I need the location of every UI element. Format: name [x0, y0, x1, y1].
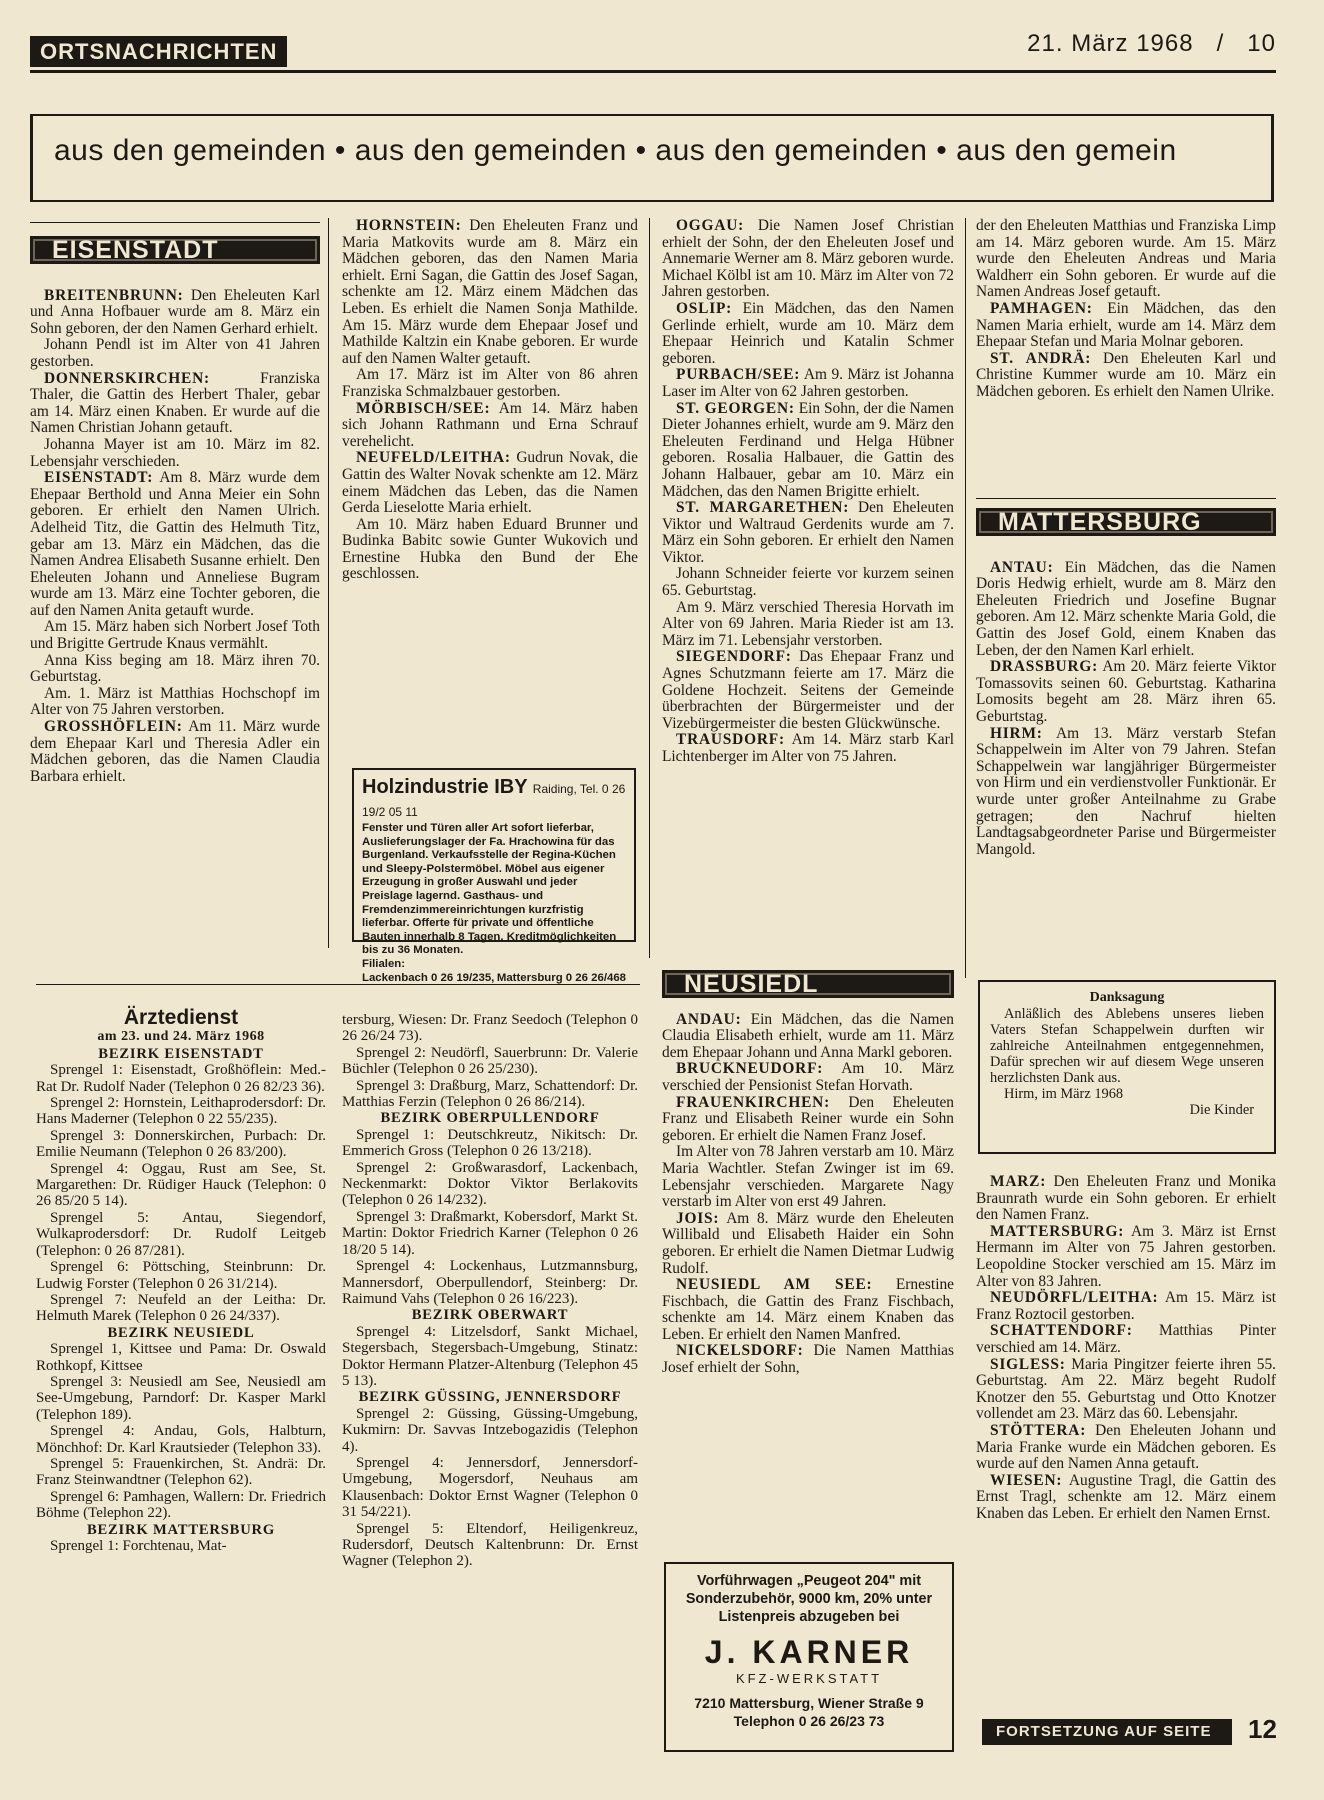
news-item [976, 726, 1276, 859]
doctor-entry: Sprengel 2: Hornstein, Leithaprodersdorf: Dr. Hans Maderner (Telephon 0 22 55/235). [36, 1095, 326, 1128]
news-item [662, 367, 954, 400]
news-item [976, 1473, 1276, 1523]
news-item [662, 1277, 954, 1343]
column-rule [30, 222, 320, 223]
doctor-entry: Sprengel 2: Güssing, Güssing-Umgebung, Kukmirn: Dr. Savvas Intzebogazidis (Telephon 4). [342, 1405, 638, 1455]
place-name: FRAUENKIRCHEN: [676, 1093, 830, 1111]
news-item [30, 437, 320, 470]
place-name: JOIS: [676, 1209, 720, 1227]
place-name: SCHATTENDORF: [990, 1322, 1133, 1340]
news-text: Das Ehepaar Franz und Agnes Schutzmann feierte am 17. März die Goldene Hochzeit. Seitens der Gemeinde überbrachten der Bürgermeister und der Vizebürgermeister die besten Glückwünsche. [662, 648, 954, 732]
district-heading: BEZIRK GÜSSING, JENNERSDORF [358, 1389, 622, 1406]
news-item [662, 218, 954, 301]
news-item [342, 401, 638, 451]
place-name: SIEGENDORF: [676, 648, 792, 666]
place-name: MÖRBISCH/SEE: [356, 399, 491, 417]
ad-karner [664, 1562, 954, 1752]
news-text: Gudrun Novak, die Gattin des Walter Novak schenkte am 12. März einem Mädchen das Leben, das die Namen Gerda Lieselotte Maria erhielt. [342, 449, 638, 517]
doctor-entry: Sprengel 4: Lockenhaus, Lutzmannsburg, Mannersdorf, Oberpullendorf, Steinberg: Dr. Raimund Vahs (Telephon 0 26 16/223). [342, 1258, 638, 1307]
danksagung-place: Hirm, im März 1968 [1004, 1086, 1124, 1102]
news-text: Am 8. März wurde den Eheleuten Willibald und Elisabeth Haider ein Sohn geboren. Er erhielt die Namen Dietmar Ludwig Rudolf. [662, 1209, 954, 1277]
column-two [342, 218, 638, 583]
doctor-entry: Sprengel 6: Pöttsching, Steinbrunn: Dr. Ludwig Forster (Telephon 0 26 31/214). [36, 1259, 326, 1292]
news-item [976, 1357, 1276, 1423]
ad-line-2: Sonderzubehör, 9000 km, 20% unter [685, 1591, 933, 1607]
doctor-entry: Sprengel 1: Forchtenau, Mat- [50, 1538, 227, 1554]
news-text: Ein Mädchen, das die Namen Claudia Elisabeth erhielt, wurde am 11. März dem Ehepaar Johann und Anna Markl geboren. [662, 1010, 954, 1061]
news-text: Franziska Thaler, die Gattin des Herbert Thaler, gebar am 14. März einen Knaben. Er wurde auf die Namen Christian Johann getauft. [30, 369, 320, 437]
news-item [662, 732, 954, 765]
doctor-entry: Sprengel 4: Andau, Gols, Halbturn, Mönchhof: Dr. Karl Krautsieder (Telephon 33). [36, 1423, 326, 1456]
news-text: Am 9. März ist Johanna Laser im Alter von 62 Jahren gestorben. [662, 366, 954, 400]
column-four [976, 218, 1276, 401]
doctor-entry: Sprengel 2: Neudörfl, Sauerbrunn: Dr. Valerie Büchler (Telephon 0 26 25/230). [342, 1044, 638, 1078]
ad-title [362, 776, 626, 822]
continuation-page: 12 [1248, 1714, 1277, 1744]
news-text: Den Eheleuten Viktor und Waltraud Gerdenits wurde am 7. März ein Sohn geboren. Er erhielt den Namen Viktor. [662, 499, 954, 566]
danksagung-box [978, 980, 1276, 1154]
news-item [976, 1423, 1276, 1473]
news-item [30, 288, 320, 338]
danksagung-title: Danksagung [1089, 990, 1165, 1005]
news-text: Am 11. März wurde dem Ehepaar Karl und Theresia Adler ein Mädchen geboren, das die Namen Claudia Barbara erhielt. [30, 718, 320, 785]
news-item [976, 560, 1276, 660]
place-name: DRASSBURG: [990, 658, 1099, 676]
place-name: ANTAU: [990, 558, 1054, 576]
news-item [30, 619, 320, 652]
news-item [976, 1323, 1276, 1356]
place-name: OGGAU: [676, 217, 745, 234]
news-item [662, 566, 954, 599]
news-text: Ein Sohn, der die Namen Dieter Johannes erhielt, wurde am 9. März den Eheleuten Ferdinand und Helga Hübner geboren. Rosalia Halbauer, die Gattin des Johann Halbauer, gebar am 10. März ein Mädchen, das den Namen Brigitte erhielt. [662, 399, 954, 500]
news-text: Augustine Tragl, die Gattin des Ernst Tragl, schenkte am 12. März einem Knaben das Leben. Er erhielt den Namen Ernst. [976, 1471, 1276, 1522]
news-item [662, 1144, 954, 1210]
news-text: Am 17. März ist im Alter von 86 ahren Franziska Schmalzbauer gestorben. [342, 366, 638, 400]
news-item [976, 218, 1276, 301]
news-text: Am 14. März haben sich Johann Rathmann und Erna Schrauf verehelicht. [342, 399, 638, 450]
doctor-entry: Sprengel 2: Großwarasdorf, Lackenbach, Neckenmarkt: Doktor Viktor Berlakovits (Telephon 0 26 14/232). [342, 1159, 638, 1209]
column-divider [649, 218, 650, 958]
place-name: NEUSIEDL AM SEE: [676, 1276, 873, 1294]
news-item [342, 450, 638, 516]
column-three [662, 218, 954, 766]
ad-address: 7210 Mattersburg, Wiener Straße 9 [694, 1695, 924, 1711]
news-text: Den Eheleuten Johann und Maria Franke wurde ein Mädchen geboren. Es wurde auf den Namen Anna getauft. [976, 1421, 1276, 1473]
doctor-entry: Sprengel 3: Draßmarkt, Kobersdorf, Markt St. Martin: Doktor Friedrich Karner (Telephon 0 26 18/20 5 14). [342, 1208, 638, 1258]
district-heading: BEZIRK OBERWART [411, 1307, 569, 1324]
region-heading-mattersburg: MATTERSBURG [976, 508, 1276, 536]
issue-date [1027, 30, 1276, 58]
place-name: HORNSTEIN: [356, 217, 462, 234]
news-text: Am 15. März ist Franz Roztocil gestorben. [976, 1289, 1276, 1323]
doctor-entry: Sprengel 4: Litzelsdorf, Sankt Michael, Stegersbach, Stegersbach-Umgebung, Stinatz: Doktor Hermann Platzer-Altenburg (Telephon 45 5 13). [342, 1323, 638, 1389]
column-body [662, 1012, 954, 1377]
doctor-entry: Sprengel 4: Jennersdorf, Jennersdorf-Umgebung, Mogersdorf, Neuhaus am Klausenbach: Doktor Ernst Wagner (Telephon 0 31 54/221). [342, 1454, 638, 1521]
news-text: Johanna Mayer ist am 10. März im 82. Lebensjahr verschieden. [30, 435, 320, 470]
column-body [976, 1174, 1276, 1522]
news-text: Am 20. März feierte Viktor Tomassovits seinen 60. Geburtstag. Katharina Lomosits begeht am 28. März ihren 65. Geburtstag. [976, 658, 1276, 725]
aerztedienst-list [36, 1046, 326, 1555]
aerztedienst-title: Ärztedienst [123, 1006, 239, 1029]
aerztedienst-date: am 23. und 24. März 1968 [97, 1029, 265, 1045]
section-rule [36, 984, 640, 985]
news-text: Im Alter von 78 Jahren verstarb am 10. März Maria Wachtler. Stefan Zwinger ist im 69. Lebensjahr verschieden. Margarete Nagy verstarb im Alter von erst 49 Jahren. [662, 1143, 954, 1211]
column-body [662, 218, 954, 766]
place-name: TRAUSDORF: [676, 731, 785, 749]
doctor-entry: Sprengel 7: Neufeld an der Leitha: Dr. Helmuth Marek (Telephon 0 26 24/337). [36, 1291, 326, 1325]
doctor-entry: Sprengel 5: Antau, Siegendorf, Wulkaprodersdorf: Dr. Rudolf Leitgeb (Telephon: 0 26 87/281). [36, 1209, 326, 1259]
news-text: Die Namen Matthias Josef erhielt der Sohn, [662, 1342, 954, 1377]
doctor-entry: Sprengel 4: Oggau, Rust am See, St. Margarethen: Dr. Rüdiger Hauck (Telephon: 0 26 85/20 5 14). [36, 1160, 326, 1210]
news-text: Am 9. März verschied Theresia Horvath im Alter von 69 Jahren. Maria Rieder ist am 13. März im 71. Lebensjahr verstorben. [662, 598, 954, 649]
ad-branch-lackenbach: Lackenbach 0 26 19/235, [362, 971, 495, 984]
doctor-entry: Sprengel 3: Donnerskirchen, Purbach: Dr. Emilie Neumann (Telephon 0 26 83/200). [36, 1127, 326, 1161]
news-text: Den Eheleuten Franz und Elisabeth Reiner wurde ein Sohn geboren. Er erhielt die Namen Franz Josef. [662, 1093, 954, 1144]
news-item [662, 649, 954, 732]
news-item [342, 517, 638, 583]
news-text: Am 15. März haben sich Norbert Josef Toth und Brigitte Gertrude Knaus vermählt. [30, 618, 320, 653]
news-item [662, 1211, 954, 1277]
place-name: EISENSTADT: [44, 469, 154, 487]
news-text: Matthias Pinter verschied am 14. März. [976, 1322, 1276, 1356]
news-item [662, 1095, 954, 1145]
date-separator: / [1216, 30, 1225, 57]
doctor-entry: Sprengel 3: Draßburg, Marz, Schattendorf: Dr. Matthias Ferzin (Telephon 0 26 86/214). [342, 1077, 638, 1111]
place-name: BREITENBRUNN: [44, 286, 184, 304]
district-heading: BEZIRK OBERPULLENDORF [380, 1110, 600, 1127]
place-name: NEUDÖRFL/LEITHA: [990, 1289, 1159, 1307]
column-neusiedl [662, 970, 954, 1377]
news-item [30, 470, 320, 619]
banner-text: aus den gemeinden • aus den gemeinden • aus den gemeinden • aus den gemein [54, 134, 1177, 167]
news-text: Den Eheleuten Karl und Christine Kummer wurde am 10. März ein Mädchen geboren. Es erhielt den Namen Ulrike. [976, 349, 1276, 400]
news-text: Ein Mädchen, das den Namen Maria erhielt, wurde am 14. März dem Ehepaar Stefan und Maria Molnar geboren. [976, 299, 1276, 351]
news-item [342, 218, 638, 367]
ad-line-3: Listenpreis abzugeben bei [718, 1609, 900, 1625]
header-rule [30, 70, 1276, 73]
aerztedienst-list [342, 1012, 638, 1570]
place-name: PURBACH/SEE: [676, 366, 801, 384]
news-text: Anna Kiss beging am 18. März ihren 70. Geburtstag. [30, 651, 320, 686]
place-name: GROSSHÖFLEIN: [44, 718, 183, 736]
place-name: MARZ: [990, 1173, 1047, 1190]
ad-address: Raiding, Tel. 0 26 19/2 05 11 [362, 782, 626, 819]
ad-holzindustrie-iby [352, 768, 636, 984]
news-item [662, 301, 954, 367]
doctor-entry: Sprengel 1: Deutschkreutz, Nikitsch: Dr. Emmerich Gross (Telephon 0 26 13/218). [342, 1126, 638, 1160]
place-name: WIESEN: [990, 1471, 1063, 1489]
news-text: Am 14. März starb Karl Lichtenberger im Alter von 75 Jahren. [662, 731, 954, 765]
place-name: DONNERSKIRCHEN: [44, 369, 210, 387]
news-text: Maria Pingitzer feierte ihren 55. Geburtstag. Am 22. März begeht Rudolf Knotzer den 55. Geburtstag und Otto Knotzer vollendet am 23. März das 60. Lebensjahr. [976, 1355, 1276, 1423]
news-text: Den Eheleuten Karl und Anna Hofbauer wurde am 8. März ein Sohn geboren, der den Namen Gerhard erhielt. [30, 286, 320, 337]
news-text: Am 10. März verschied der Pensionist Stefan Horvath. [662, 1060, 954, 1094]
section-label: ORTSNACHRICHTEN [30, 36, 287, 67]
doctor-entry: Sprengel 6: Pamhagen, Wallern: Dr. Friedrich Böhme (Telephon 22). [36, 1488, 326, 1522]
news-item [662, 500, 954, 566]
place-name: ST. GEORGEN: [676, 399, 795, 417]
danksagung-content [990, 990, 1264, 1118]
column-four-continued [976, 1174, 1276, 1522]
danksagung-signature: Die Kinder [1189, 1102, 1254, 1118]
place-name: SIGLESS: [990, 1355, 1066, 1373]
place-name: NEUFELD/LEITHA: [356, 449, 511, 467]
column-body [30, 288, 320, 786]
news-item [976, 659, 1276, 725]
column-body [976, 218, 1276, 401]
column-eisenstadt [30, 236, 320, 785]
news-item [976, 351, 1276, 401]
date-text: 21. März 1968 [1027, 30, 1194, 57]
news-text: Johann Pendl ist im Alter von 41 Jahren gestorben. [30, 336, 320, 370]
place-name: NICKELSDORF: [676, 1342, 804, 1360]
news-item [662, 1012, 954, 1062]
news-item [662, 1061, 954, 1094]
place-name: ST. ANDRÄ: [990, 349, 1092, 367]
aerztedienst-left [36, 1004, 326, 1554]
doctor-entry: Sprengel 1, Kittsee und Pama: Dr. Oswald Rothkopf, Kittsee [36, 1341, 326, 1374]
ad-telephone: Telephon 0 26 26/23 73 [733, 1713, 885, 1729]
region-heading-eisenstadt: EISENSTADT [30, 236, 320, 264]
aerztedienst-right [342, 1012, 638, 1570]
district-heading: BEZIRK NEUSIEDL [107, 1324, 255, 1341]
news-text: Ein Mädchen, das die Namen Doris Hedwig erhielt, wurde am 8. März den Eheleuten Friedrich und Josefine Bugnar geboren. Am 12. März schenkte Maria Gold, die Gattin des Josef Gold, einem Knaben das Leben, der den Namen Karl erhielt. [976, 558, 1276, 659]
danksagung-body: Anläßlich des Ablebens unseres lieben Vaters Stefan Schappelwein durften wir zahlreiche Anteilnahmen entgegennehmen, Dafür sprechen wir auf diesem Wege unseren herzlichsten Dank aus. [990, 1006, 1264, 1086]
column-rule [976, 498, 1276, 499]
doctor-entry: tersburg, Wiesen: Dr. Franz Seedoch (Telephon 0 26 26/24 73). [342, 1012, 638, 1045]
news-text: Am. 1. März ist Matthias Hochschopf im Alter von 75 Jahren verstorben. [30, 684, 320, 719]
ad-filialen: Filialen: [362, 957, 406, 970]
news-text: Den Eheleuten Franz und Monika Braunrath wurde ein Sohn geboren. Er erhielt den Namen Franz. [976, 1173, 1276, 1224]
news-text: Die Namen Josef Christian erhielt der Sohn, der den Eheleuten Josef und Annemarie Werner am 8. März geboren wurde. Michael Kölbl ist am 10. März im Alter von 72 Jahren gestorben. [662, 217, 954, 301]
place-name: BRUCKNEUDORF: [676, 1060, 824, 1078]
news-item [342, 367, 638, 400]
news-text: Johann Schneider feierte vor kurzem seinen 65. Geburtstag. [662, 565, 954, 600]
news-text: Den Eheleuten Franz und Maria Matkovits wurde am 8. März ein Mädchen geboren, das den Namen Maria erhielt. Erni Sagan, die Gattin des Josef Sagan, schenkte am 12. März einem Mädchen das Leben. Es erhielt die Namen Sonja Mathilde. Am 15. März wurde dem Ehepaar Josef und Mathilde Kaltzin ein Knabe geboren. Er wurde auf den Namen Walter getauft. [342, 217, 638, 367]
column-body [976, 560, 1276, 859]
column-divider [965, 218, 966, 978]
district-heading: BEZIRK MATTERSBURG [86, 1521, 276, 1538]
column-body [342, 218, 638, 583]
news-text: Am 3. März ist Ernst Hermann im Alter von 75 Jahren gestorben. Leopoldine Stocker verschied am 15. März im Alter von 83 Jahren. [976, 1222, 1276, 1290]
news-text: Am 13. März verstarb Stefan Schappelwein im Alter von 79 Jahren. Stefan Schappelwein war langjähriger Bürgermeister von Hirm und ein verdienstvoller Funktionär. Er wurde unter großer Anteilnahme zu Grabe getragen; den Nachruf hielten Landtagsabgeordneter Parise und Bürgermeister Mangold. [976, 724, 1276, 858]
doctor-entry: Sprengel 3: Neusiedl am See, Neusiedl am See-Umgebung, Parndorf: Dr. Kasper Markl (Telephon 189). [36, 1373, 326, 1423]
news-item [976, 1224, 1276, 1290]
news-item [30, 719, 320, 785]
region-heading-neusiedl: NEUSIEDL [662, 970, 954, 998]
place-name: ST. MARGARETHEN: [676, 499, 850, 517]
news-text: der den Eheleuten Matthias und Franziska Limp am 14. März geboren wurde. Am 15. März wurde den Eheleuten Andreas und Maria Waldherr ein Sohn geboren. Er wurde auf die Namen Andreas Josef getauft. [976, 217, 1276, 301]
news-item [30, 371, 320, 437]
news-item [30, 337, 320, 370]
news-item [976, 301, 1276, 351]
place-name: MATTERSBURG: [990, 1222, 1125, 1240]
doctor-entry: Sprengel 5: Frauenkirchen, St. Andrä: Dr. Franz Steinwandtner (Telephon 62). [36, 1455, 326, 1489]
place-name: PAMHAGEN: [990, 299, 1093, 317]
place-name: HIRM: [990, 724, 1043, 742]
column-divider [328, 218, 329, 948]
news-item [976, 1290, 1276, 1323]
place-name: OSLIP: [676, 299, 733, 317]
news-text: Am 10. März haben Eduard Brunner und Budinka Babitc sowie Gunter Wukovich und Ernestine Hubka den Bund der Ehe geschlossen. [342, 515, 638, 583]
doctor-entry: Sprengel 1: Eisenstadt, Großhöflein: Med.-Rat Dr. Rudolf Nader (Telephon 0 26 82/23 36). [36, 1062, 326, 1095]
ad-branch-mattersburg: Mattersburg 0 26 26/468 [496, 971, 626, 984]
news-item [976, 1174, 1276, 1224]
place-name: STÖTTERA: [990, 1421, 1087, 1439]
news-item [662, 1343, 954, 1376]
continuation-label: FORTSETZUNG AUF SEITE [982, 1719, 1232, 1745]
news-text: Ein Mädchen, das den Namen Gerlinde erhielt, wurde am 10. März dem Ehepaar Heinrich und Katalin Schmer geboren. [662, 299, 954, 367]
ad-body: Fenster und Türen aller Art sofort lieferbar, Auslieferungslager der Fa. Hrachowina für das Burgenland. Verkaufsstelle der Regina-Küchen und Sleepy-Polstermöbel. Möbel aus eigener Erzeugung in großer Auswahl und jeder Preislage lagernd. Gasthaus- und Fremdenzimmereinrichtungen kurzfristig lieferbar. Offerte für private und öffentliche Bauten innerhalb 8 Tagen. Kreditmöglichkeiten bis zu 36 Monaten. [362, 822, 617, 957]
district-heading: BEZIRK EISENSTADT [98, 1045, 264, 1062]
ad-company-name: J. KARNER [704, 1634, 914, 1670]
news-item [30, 686, 320, 719]
doctor-entry: Sprengel 5: Eltendorf, Heiligenkreuz, Rudersdorf, Deutsch Kaltenbrunn: Dr. Ernst Wagner (Telephon 2). [342, 1520, 638, 1570]
news-item [662, 600, 954, 650]
ad-company: Holzindustrie IBY [362, 776, 528, 798]
page-number: 10 [1247, 30, 1276, 57]
news-item [662, 401, 954, 501]
column-mattersburg [976, 508, 1276, 858]
news-text: Am 8. März wurde dem Ehepaar Berthold und Anna Meier ein Sohn geboren. Er erhielt den Namen Ulrich. Adelheid Titz, die Gattin des Helmuth Titz, gebar am 13. März ein Mädchen, das die Namen Andrea Elisabeth Susanne erhielt. Den Eheleuten Johann und Anneliese Bugram wurde am 13. März eine Tochter geboren, die auf den Namen Anita getauft wurde. [30, 469, 320, 619]
news-text: Ernestine Fischbach, die Gattin des Franz Fischbach, schenkte am 14. März einem Knaben das Leben. Er erhielt den Namen Manfred. [662, 1276, 954, 1343]
ad-company-sub: KFZ-WERKSTATT [735, 1671, 883, 1686]
ad-line-1: Vorführwagen „Peugeot 204" mit [696, 1573, 922, 1589]
news-item [30, 653, 320, 686]
place-name: ANDAU: [676, 1010, 742, 1028]
